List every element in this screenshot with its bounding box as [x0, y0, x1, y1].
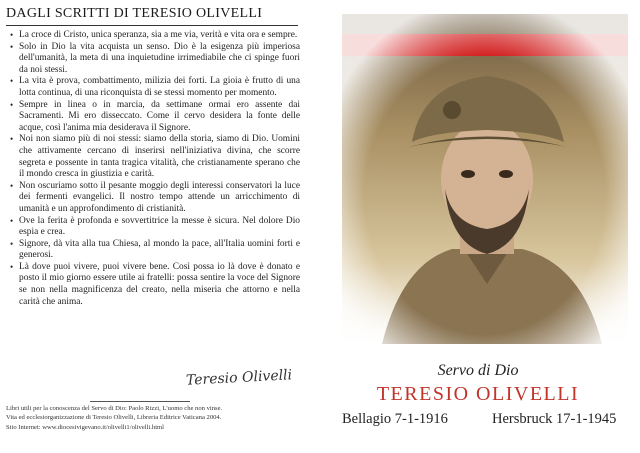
- quote-item: • La croce di Cristo, unica speranza, sia a me via, verità e vita ora e sempre.: [10, 30, 300, 42]
- quotes-list: [10, 30, 300, 308]
- quote-item: • Ove la ferita è profonda e sovvertitrice la messe è sicura. Nel dolore Dio espia e crea.: [10, 216, 300, 239]
- quote-item: • Sempre in linea o in marcia, da settimane ormai ero assente dai Sacramenti. Mi ero disseccato. Come il cervo desidera la fonte delle acque, così l'anima mia desiderava il Signore.: [10, 100, 300, 135]
- servo-di-dio-caption: Servo di Dio: [437, 362, 519, 379]
- soldier-portrait-image: [342, 14, 628, 344]
- footer-line: Vita ed ecclesiorganizzazione di Teresio Olivelli, Libreria Editrice Vaticana 2004.: [6, 414, 222, 422]
- quotes-heading: DAGLI SCRITTI DI TERESIO OLIVELLI: [6, 6, 263, 21]
- life-dates: [342, 411, 632, 428]
- quote-item: • Noi non siamo più di noi stessi: siamo della storia, siamo di Dio. Uomini che attivamente cercano di inserirsi nell'iniziativa divina, che scorre segreta e possente in tanta tragica vitalità, che cristianamente sperano che il mondo cresca in giustizia e carità.: [10, 134, 300, 180]
- quote-item: • Là dove puoi vivere, puoi vivere bene. Così possa io là dove è donato e posto il mio giorno essere utile ai fratelli: possa sentire la voce del Signore se non nella magnificenza del creato, nella miseria che attorno e nella carità che anima.: [10, 262, 300, 308]
- footer-line: Sito Internet: www.diocesivigevano.it/olivelli1/olivelli.html: [6, 423, 164, 431]
- footer-line: Libri utili per la conoscenza del Servo di Dio: Paolo Rizzi, L'uomo che non vinse.: [6, 405, 223, 412]
- birth-date: Bellagio 7-1-1916: [342, 411, 448, 427]
- quote-item: • Non oscuriamo sotto il pesante moggio degli interessi conservatori la luce dei fermenti evangelici. Il nostro tempo attende un arricchimento di umanità e un approfondimento di cristianità.: [10, 181, 300, 216]
- quote-item: • Signore, dà vita alla tua Chiesa, al mondo la pace, all'Italia uomini forti e generosi.: [10, 239, 300, 262]
- heading-divider: [6, 25, 298, 26]
- quote-item: • Solo in Dio la vita acquista un senso. Dio è la esigenza più imperiosa dell'umanità, la meta di una inquietudine irrimediabile che ci spinge fuori da noi stessi.: [10, 42, 300, 77]
- portrait-panel: [330, 0, 640, 453]
- handwritten-signature: Teresio Olivelli: [185, 367, 293, 389]
- footer-divider: [90, 401, 190, 402]
- name-caption: TERESIO OLIVELLI: [376, 383, 580, 405]
- portrait-photo: [342, 14, 628, 344]
- references-footer: [6, 404, 306, 432]
- death-date: Hersbruck 17-1-1945: [492, 411, 617, 427]
- quote-item: • La vita è prova, combattimento, milizia dei forti. La gioia è frutto di una lotta continua, di una riconquista di se stessi momento per momento.: [10, 76, 300, 99]
